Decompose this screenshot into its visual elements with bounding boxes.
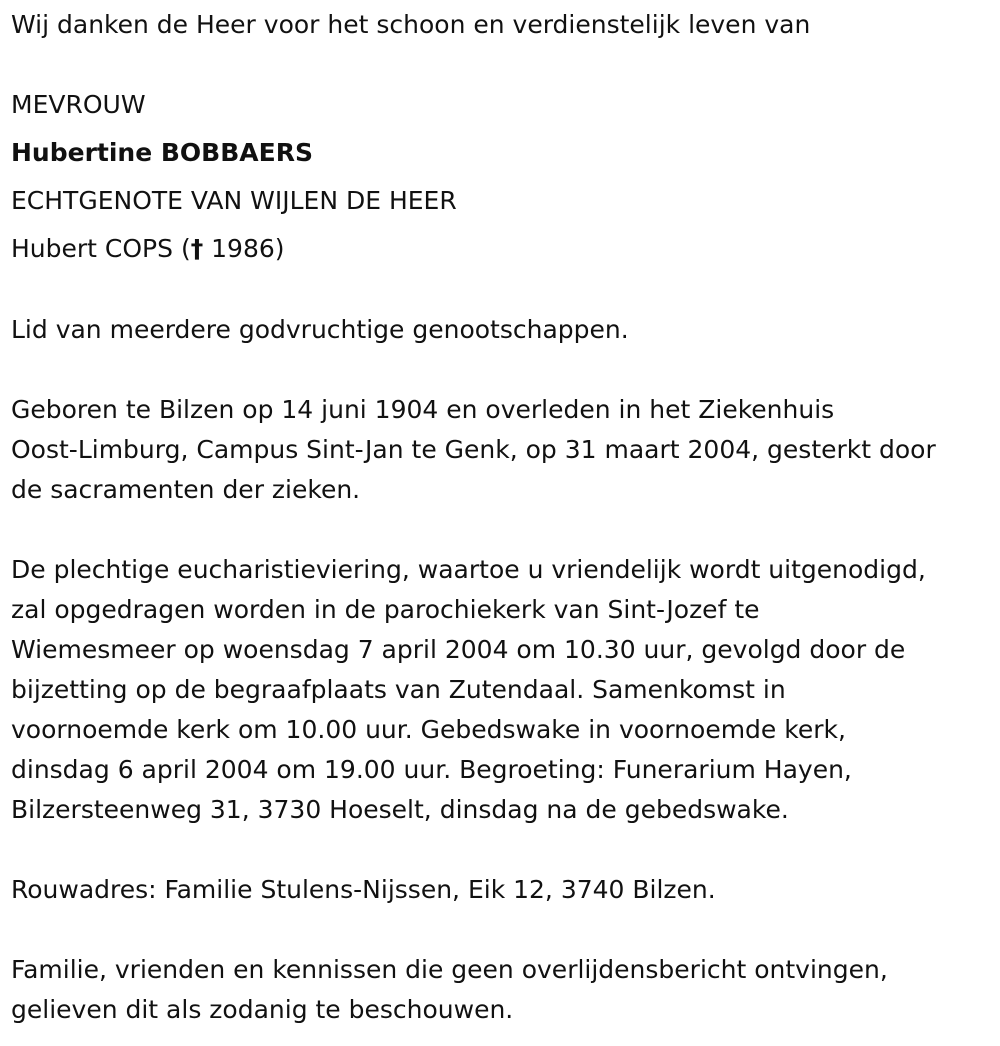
paragraph-line: Oost-Limburg, Campus Sint-Jan te Genk, op 31 maart 2004, gesterkt door [11,435,936,464]
paragraph-line: de sacramenten der zieken. [11,475,361,504]
deceased-name: Hubertine BOBBAERS [11,138,313,167]
birth-death-paragraph [11,390,996,510]
paragraph-line: De plechtige eucharistieviering, waartoe u vriendelijk wordt uitgenodigd, [11,555,926,584]
paragraph-line: gelieven dit als zodanig te beschouwen. [11,995,514,1024]
paragraph-line: voornoemde kerk om 10.00 uur. Gebedswake in voornoemde kerk, [11,715,846,744]
spouse-line [11,229,285,269]
deceased-title: MEVROUW [11,90,146,119]
spouse-death-year: 1986) [203,234,285,263]
closing-paragraph [11,950,996,1030]
paragraph-line: zal opgedragen worden in de parochiekerk van Sint-Jozef te [11,595,760,624]
paragraph-line: Wiemesmeer op woensdag 7 april 2004 om 10.30 uur, gevolgd door de [11,635,906,664]
cross-icon: † [190,234,204,263]
paragraph-line: Bilzersteenweg 31, 3730 Hoeselt, dinsdag na de gebedswake. [11,795,789,824]
paragraph-line: Familie, vrienden en kennissen die geen overlijdensbericht ontvingen, [11,955,888,984]
paragraph-line: bijzetting op de begraafplaats van Zutendaal. Samenkomst in [11,675,786,704]
deceased-relation: ECHTGENOTE VAN WIJLEN DE HEER [11,186,457,215]
ceremony-paragraph [11,550,996,830]
paragraph-line: Geboren te Bilzen op 14 juni 1904 en overleden in het Ziekenhuis [11,395,835,424]
paragraph-line: dinsdag 6 april 2004 om 19.00 uur. Begroeting: Funerarium Hayen, [11,755,852,784]
mourning-address: Rouwadres: Familie Stulens-Nijssen, Eik 12, 3740 Bilzen. [11,875,716,904]
intro-text: Wij danken de Heer voor het schoon en verdienstelijk leven van [11,10,811,39]
spouse-name: Hubert COPS ( [11,234,191,263]
membership-text: Lid van meerdere godvruchtige genootschappen. [11,315,629,344]
